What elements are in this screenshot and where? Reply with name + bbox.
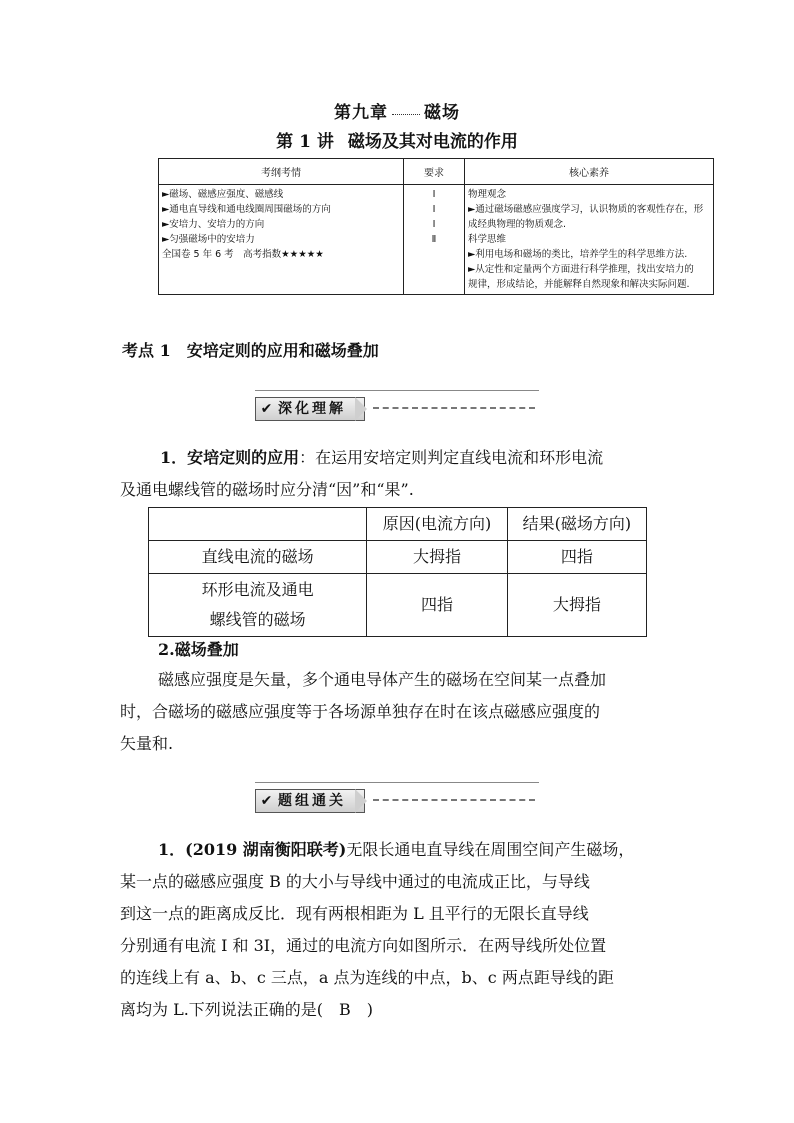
title-dots	[392, 114, 420, 115]
rule-result: 大拇指	[507, 574, 646, 637]
ampere-rule-table	[148, 507, 647, 637]
outline-item: ►安培力、安培力的方向	[162, 219, 265, 230]
banner-rule	[255, 390, 539, 391]
core-line: 成经典物理的物质观念.	[468, 219, 567, 230]
core-line: ►从定性和定量两个方面进行科学推理，找出安培力的	[468, 264, 694, 275]
point1-number: 1．	[160, 448, 188, 467]
syllabus-outline-cell	[159, 185, 404, 295]
banner-practice	[255, 789, 539, 813]
point1-title: 安培定则的应用	[187, 448, 300, 467]
requirement-level: Ⅰ	[432, 204, 436, 215]
syllabus-header-core: 核心素养	[465, 159, 714, 185]
outline-item: ►匀强磁场中的安培力	[162, 234, 255, 245]
banner-box	[255, 789, 365, 813]
check-icon: ✔	[260, 793, 276, 809]
point1-text: ：在运用安培定则判定直线电流和环形电流	[299, 448, 604, 467]
syllabus-header-row	[159, 159, 714, 185]
rule-row-straight	[149, 541, 647, 574]
lesson-heading	[0, 127, 794, 152]
question-line4: 分别通有电流 I 和 3I，通过的电流方向如图所示．在两导线所处位置	[120, 936, 607, 955]
syllabus-core-cell	[465, 185, 714, 295]
requirement-level: Ⅱ	[431, 234, 437, 245]
question-line5: 的连线上有 a、b、c 三点，a 点为连线的中点，b、c 两点距导线的距	[120, 968, 614, 987]
section-title: 考点 1 安培定则的应用和磁场叠加	[122, 341, 379, 360]
core-heading: 物理观念	[468, 189, 507, 200]
outline-item: ►通电直导线和通电线圈周围磁场的方向	[162, 204, 331, 215]
point1-line1	[160, 442, 690, 474]
banner-label: 深化理解	[278, 401, 346, 417]
rule-cause: 大拇指	[367, 541, 507, 574]
point2-title: 2.磁场叠加	[158, 640, 239, 659]
rule-cause: 四指	[367, 574, 507, 637]
rule-header-result: 结果(磁场方向)	[507, 508, 646, 541]
banner-box	[255, 397, 365, 421]
outline-item: ►磁场、磁感应强度、磁感线	[162, 189, 284, 200]
banner-label: 题组通关	[278, 793, 346, 809]
question-line1	[158, 834, 688, 866]
rule-row-label-line: 环形电流及通电	[201, 580, 314, 599]
question-line3: 到这一点的距离成反比．现有两根相距为 L 且平行的无限长直导线	[120, 904, 589, 923]
question-source: 1．(2019 湖南衡阳联考)	[158, 840, 347, 859]
outline-exam-stats: 全国卷 5 年 6 考 高考指数★★★★★	[162, 249, 324, 260]
rule-row-label	[149, 574, 367, 637]
check-icon: ✔	[260, 401, 276, 417]
core-line: ►利用电场和磁场的类比，培养学生的科学思维方法.	[468, 249, 688, 260]
point2-line3: 矢量和.	[120, 734, 174, 753]
syllabus-requirement-cell	[404, 185, 465, 295]
banner-dashes	[373, 407, 535, 409]
syllabus-header-requirement: 要求	[404, 159, 465, 185]
chapter-label: 第九章	[334, 103, 388, 123]
rule-row-loop	[149, 574, 647, 637]
banner-deep-understanding	[255, 397, 539, 421]
question-line6: 离均为 L.下列说法正确的是( B )	[120, 1000, 374, 1019]
point2-line1: 磁感应强度是矢量，多个通电导体产生的磁场在空间某一点叠加	[158, 670, 607, 689]
syllabus-body-row	[159, 185, 714, 295]
chapter-heading	[0, 98, 794, 123]
rule-row-label-line: 螺线管的磁场	[209, 610, 306, 629]
requirement-level: Ⅰ	[432, 189, 436, 200]
rule-header-cause: 原因(电流方向)	[367, 508, 507, 541]
question-line2: 某一点的磁感应强度 B 的大小与导线中通过的电流成正比，与导线	[120, 872, 590, 891]
lesson-label: 第 1 讲	[276, 132, 334, 152]
core-line: ►通过磁场磁感应强度学习，认识物质的客观性存在，形	[468, 204, 704, 215]
chapter-topic: 磁场	[424, 103, 460, 123]
rule-row-label: 直线电流的磁场	[149, 541, 367, 574]
core-line: 规律，形成结论，并能解释自然现象和解决实际问题.	[468, 279, 690, 290]
banner-dashes	[373, 799, 535, 801]
question-text: 无限长通电直导线在周围空间产生磁场，	[346, 840, 635, 859]
rule-header-blank	[149, 508, 367, 541]
rule-result: 四指	[507, 541, 646, 574]
banner-rule	[255, 782, 539, 783]
syllabus-table	[158, 158, 714, 295]
syllabus-header-outline: 考纲考情	[159, 159, 404, 185]
rule-header-row	[149, 508, 647, 541]
banner-arrow	[355, 397, 367, 421]
point2-line2: 时，合磁场的磁感应强度等于各场源单独存在时在该点磁感应强度的	[120, 702, 601, 721]
core-heading: 科学思维	[468, 234, 507, 245]
banner-arrow	[355, 789, 367, 813]
point1-line2: 及通电螺线管的磁场时应分清“因”和“果”.	[120, 480, 414, 499]
lesson-title: 磁场及其对电流的作用	[347, 132, 518, 152]
requirement-level: Ⅰ	[432, 219, 436, 230]
